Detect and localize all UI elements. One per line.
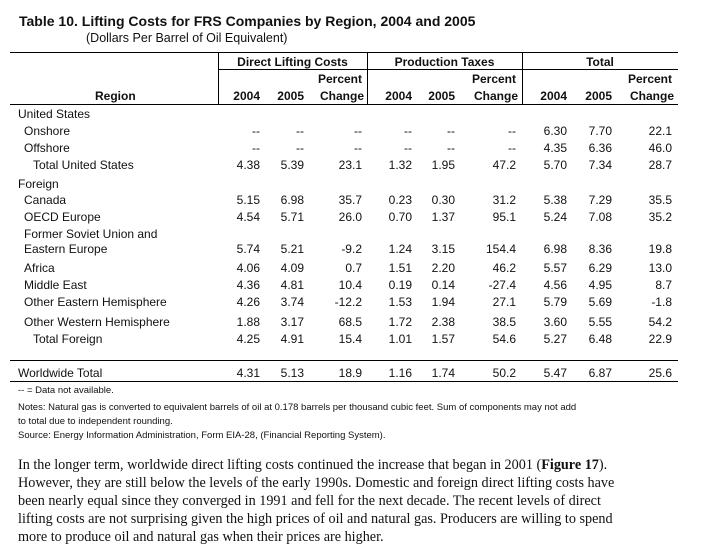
table-cell: -- xyxy=(447,124,455,138)
row-label: Former Soviet Union and xyxy=(24,227,158,241)
footnote-notes-1: Notes: Natural gas is converted to equivalent barrels of oil at 0.178 barrels per thousand cubic feet. Sum of components may not add xyxy=(18,402,577,413)
paragraph-line-4: lifting costs are not surprising given the high prices of oil and natural gas. Producers are willing to spend xyxy=(18,511,613,527)
table-cell: 47.2 xyxy=(492,158,516,172)
table-subtitle: (Dollars Per Barrel of Oil Equivalent) xyxy=(86,31,288,45)
header-percent-1: Percent xyxy=(471,72,516,86)
table-cell: 1.53 xyxy=(388,295,412,309)
paragraph-line-3: been nearly equal since they converged in 1991 and fell for the next decade. The recent levels of direct xyxy=(18,493,601,509)
table-cell: 5.55 xyxy=(588,315,612,329)
table-cell: 7.29 xyxy=(588,193,612,207)
table-cell: 154.4 xyxy=(485,242,516,256)
table-cell: 0.19 xyxy=(388,278,412,292)
row-label: Total United States xyxy=(33,158,134,172)
table-cell: 22.1 xyxy=(648,124,672,138)
table-cell: 3.60 xyxy=(543,315,567,329)
table-cell: 22.9 xyxy=(648,332,672,346)
table-cell: 1.74 xyxy=(431,366,455,380)
table-cell: 6.30 xyxy=(543,124,567,138)
row-label: OECD Europe xyxy=(24,210,101,224)
table-cell: 0.7 xyxy=(345,261,362,275)
table-cell: 5.13 xyxy=(280,366,304,380)
table-cell: 10.4 xyxy=(338,278,362,292)
table-cell: 5.15 xyxy=(236,193,260,207)
table-cell: 4.54 xyxy=(236,210,260,224)
table-cell: 4.95 xyxy=(588,278,612,292)
table-cell: 5.38 xyxy=(543,193,567,207)
table-cell: 3.17 xyxy=(280,315,304,329)
table-cell: 38.5 xyxy=(492,315,516,329)
table-cell: 3.15 xyxy=(431,242,455,256)
table-cell: 27.1 xyxy=(492,295,516,309)
header-2004-1: 2004 xyxy=(385,89,412,103)
table-cell: 35.7 xyxy=(338,193,362,207)
table-cell: 1.88 xyxy=(236,315,260,329)
header-2004-0: 2004 xyxy=(233,89,260,103)
table-cell: -- xyxy=(404,141,412,155)
table-cell: 5.27 xyxy=(543,332,567,346)
table-cell: -- xyxy=(508,124,516,138)
table-cell: 0.23 xyxy=(388,193,412,207)
table-cell: 8.36 xyxy=(588,242,612,256)
table-cell: 18.9 xyxy=(338,366,362,380)
table-cell: 6.48 xyxy=(588,332,612,346)
paragraph-line-2: However, they are still below the levels of the early 1990s. Domestic and foreign direct lifting costs have xyxy=(18,475,615,491)
header-percent-0: Percent xyxy=(317,72,362,86)
header-change-1: Change xyxy=(473,89,518,103)
table-cell: 15.4 xyxy=(338,332,362,346)
row-label: Offshore xyxy=(24,141,70,155)
table-cell: 2.38 xyxy=(431,315,455,329)
table-cell: 6.36 xyxy=(588,141,612,155)
table-cell: 1.94 xyxy=(431,295,455,309)
table-cell: 1.51 xyxy=(388,261,412,275)
table-cell: 95.1 xyxy=(492,210,516,224)
row-label: Onshore xyxy=(24,124,71,138)
table-cell: 5.47 xyxy=(543,366,567,380)
table-cell: 0.70 xyxy=(388,210,412,224)
table-cell: -- xyxy=(296,141,304,155)
table-cell: 4.09 xyxy=(280,261,304,275)
table-cell: 28.7 xyxy=(648,158,672,172)
table-cell: -- xyxy=(447,141,455,155)
table-cell: 5.69 xyxy=(588,295,612,309)
table-cell: 3.74 xyxy=(280,295,304,309)
table-cell: 31.2 xyxy=(492,193,516,207)
footnote-source: Source: Energy Information Administration, Form EIA-28, (Financial Reporting System). xyxy=(18,430,386,441)
paragraph-line-1-a: In the longer term, worldwide direct lifting costs continued the increase that began in 2001 ( xyxy=(18,457,542,473)
table-cell: 46.2 xyxy=(492,261,516,275)
row-label: United States xyxy=(18,107,91,121)
header-2005-1: 2005 xyxy=(428,89,455,103)
paragraph-line-1 xyxy=(18,456,698,474)
table-cell: 6.98 xyxy=(543,242,567,256)
rule-bottom xyxy=(10,381,678,382)
table-cell: 1.57 xyxy=(431,332,455,346)
header-region: Region xyxy=(95,89,136,103)
table-cell: 1.37 xyxy=(431,210,455,224)
table-cell: -- xyxy=(252,124,260,138)
table-cell: 4.56 xyxy=(543,278,567,292)
table-cell: 19.8 xyxy=(648,242,672,256)
header-percent-2: Percent xyxy=(627,72,672,86)
figure-reference: Figure 17 xyxy=(541,457,599,473)
row-label: Middle East xyxy=(24,278,87,292)
table-cell: 25.6 xyxy=(648,366,672,380)
row-label: Eastern Europe xyxy=(24,242,108,256)
table-cell: 54.2 xyxy=(648,315,672,329)
table-cell: 35.5 xyxy=(648,193,672,207)
rule-top xyxy=(10,52,678,53)
table-cell: 1.16 xyxy=(388,366,412,380)
table-cell: 4.81 xyxy=(280,278,304,292)
table-cell: 2.20 xyxy=(431,261,455,275)
table-cell: 5.21 xyxy=(280,242,304,256)
table-cell: -- xyxy=(252,141,260,155)
table-cell: 5.79 xyxy=(543,295,567,309)
table-cell: 5.39 xyxy=(280,158,304,172)
table-title: Table 10. Lifting Costs for FRS Companies by Region, 2004 and 2005 xyxy=(19,13,476,29)
table-cell: 1.72 xyxy=(388,315,412,329)
table-cell: 4.26 xyxy=(236,295,260,309)
table-cell: 4.38 xyxy=(236,158,260,172)
row-label: Worldwide Total xyxy=(18,366,103,380)
table-cell: 5.70 xyxy=(543,158,567,172)
table-cell: 0.30 xyxy=(431,193,455,207)
paragraph-line-1-b: ). xyxy=(598,457,608,473)
row-label: Other Western Hemisphere xyxy=(24,315,170,329)
table-cell: -- xyxy=(508,141,516,155)
row-label: Canada xyxy=(24,193,67,207)
row-label: Other Eastern Hemisphere xyxy=(24,295,167,309)
table-cell: 4.36 xyxy=(236,278,260,292)
header-2004-2: 2004 xyxy=(540,89,567,103)
table-cell: -27.4 xyxy=(488,278,516,292)
header-2005-0: 2005 xyxy=(277,89,304,103)
row-label: Total Foreign xyxy=(33,332,103,346)
table-cell: -1.8 xyxy=(651,295,672,309)
table-cell: 7.34 xyxy=(588,158,612,172)
group-production-taxes: Production Taxes xyxy=(394,55,495,69)
group-total: Total xyxy=(586,55,614,69)
table-cell: 4.91 xyxy=(280,332,304,346)
row-label: Foreign xyxy=(18,177,59,191)
group-direct-lifting-costs: Direct Lifting Costs xyxy=(237,55,348,69)
paragraph-line-5: more to produce oil and natural gas when their prices are higher. xyxy=(18,529,384,545)
table-cell: -- xyxy=(354,124,362,138)
rule-header-bottom xyxy=(10,104,678,105)
footnote-notes-2: to total due to independent rounding. xyxy=(18,416,173,427)
table-cell: 23.1 xyxy=(338,158,362,172)
table-cell: 1.32 xyxy=(388,158,412,172)
table-cell: 8.7 xyxy=(655,278,672,292)
table-cell: 46.0 xyxy=(648,141,672,155)
table-cell: 1.95 xyxy=(431,158,455,172)
header-change-2: Change xyxy=(629,89,674,103)
table-cell: 6.98 xyxy=(280,193,304,207)
header-2005-2: 2005 xyxy=(585,89,612,103)
footnote-na: -- = Data not available. xyxy=(18,385,114,396)
table-cell: 4.25 xyxy=(236,332,260,346)
rule-total xyxy=(10,360,678,361)
table-cell: 7.70 xyxy=(588,124,612,138)
table-cell: 1.24 xyxy=(388,242,412,256)
header-change-0: Change xyxy=(319,89,364,103)
table-cell: 5.74 xyxy=(236,242,260,256)
table-cell: 0.14 xyxy=(431,278,455,292)
table-cell: 6.29 xyxy=(588,261,612,275)
body-paragraph xyxy=(18,456,698,546)
table-cell: 5.57 xyxy=(543,261,567,275)
table-cell: 7.08 xyxy=(588,210,612,224)
table-cell: 35.2 xyxy=(648,210,672,224)
table-cell: 54.6 xyxy=(492,332,516,346)
table-cell: 4.06 xyxy=(236,261,260,275)
table-cell: 5.24 xyxy=(543,210,567,224)
table-cell: -- xyxy=(354,141,362,155)
table-cell: -- xyxy=(404,124,412,138)
rule-group xyxy=(218,69,678,70)
table-cell: -12.2 xyxy=(334,295,362,309)
table-cell: -- xyxy=(296,124,304,138)
table-cell: 1.01 xyxy=(388,332,412,346)
row-label: Africa xyxy=(24,261,55,275)
table-cell: 5.71 xyxy=(280,210,304,224)
table-cell: 4.31 xyxy=(236,366,260,380)
table-cell: 26.0 xyxy=(338,210,362,224)
table-cell: 68.5 xyxy=(338,315,362,329)
table-cell: 6.87 xyxy=(588,366,612,380)
table-cell: 50.2 xyxy=(492,366,516,380)
table-cell: -9.2 xyxy=(341,242,362,256)
table-cell: 4.35 xyxy=(543,141,567,155)
table-cell: 13.0 xyxy=(648,261,672,275)
